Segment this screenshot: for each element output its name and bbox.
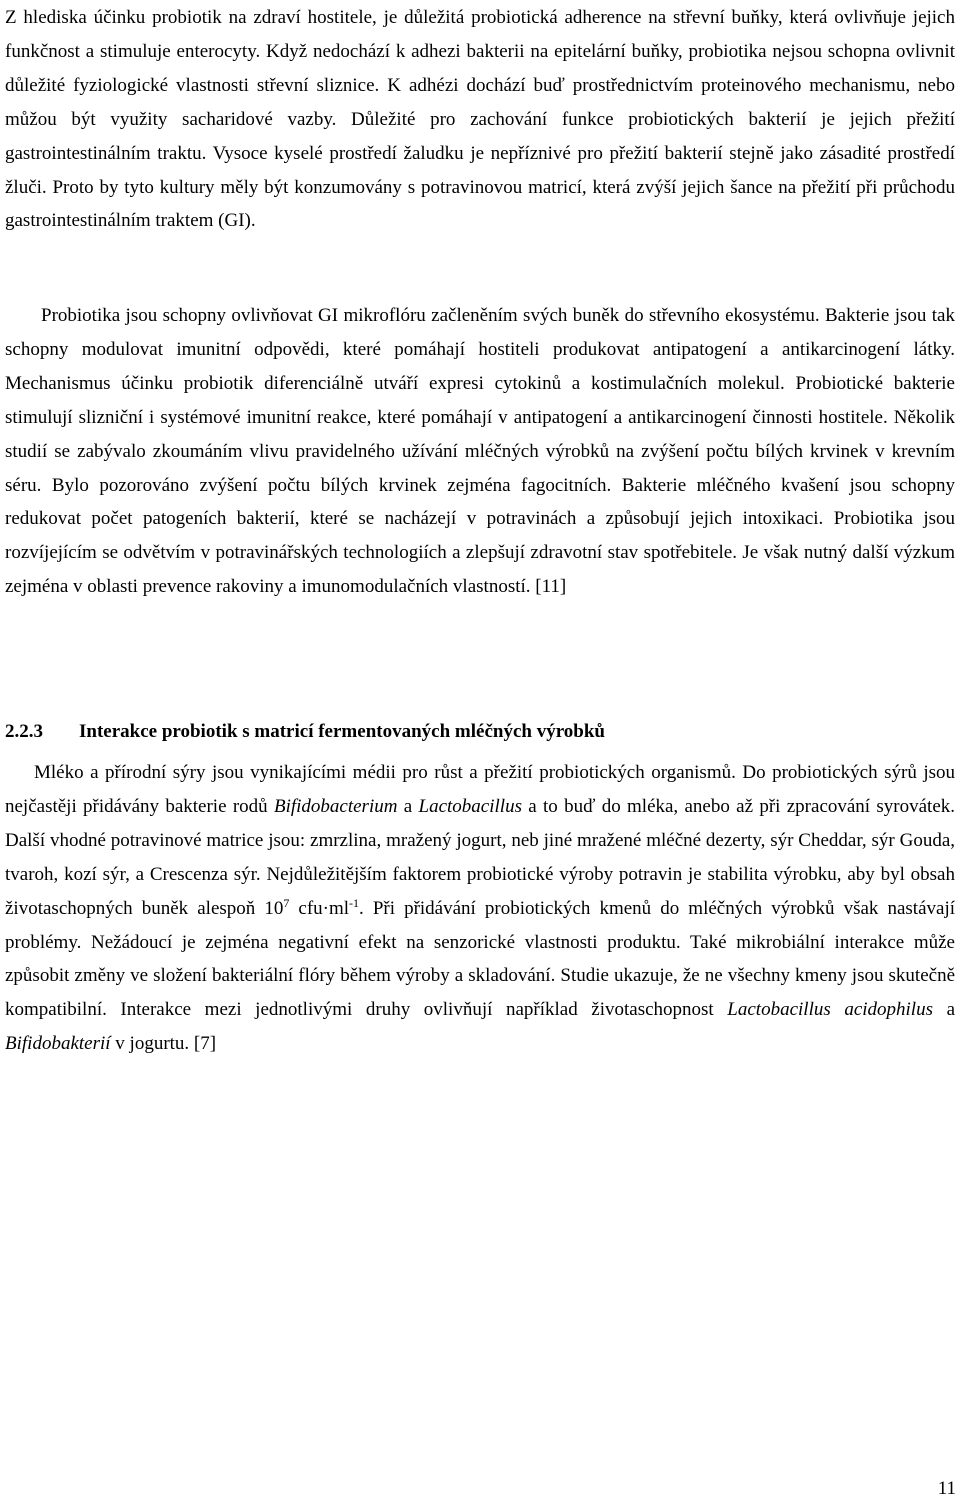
species-lactobacillus-acidophilus: Lactobacillus acidophilus bbox=[727, 999, 933, 1021]
text-run: a bbox=[403, 795, 413, 817]
page-number: 11 bbox=[937, 1478, 956, 1499]
section-number: 2.2.3 bbox=[5, 721, 43, 742]
unit-cfu-ml: cfu·ml bbox=[298, 897, 350, 919]
section-heading bbox=[5, 717, 955, 747]
paragraph-adherence: Z hlediska účinku probiotik na zdraví hostitele, je důležitá probiotická adherence na střevní buňky, která ovlivňuje jejich funkčnost a stimuluje enterocyty. Když nedochází k adhezi bakterii na epitelární buňky, probiotika nejsou schopna ovlivnit důležité fyziologické vlastnosti střevní sliznice. K adhézi dochází buď prostřednictvím proteinového mechanismu, nebo můžou být využity sacharidové vazby. Důležité pro zachování funkce probiotických bakterií je jejich přežití gastrointestinálním traktu. Vysoce kyselé prostředí žaludku je nepříznivé pro přežití bakterií stejně jako zásadité prostředí žluči. Proto by tyto kultury měly být konzumovány s potravinovou matricí, která zvýší jejich šance na přežití při průchodu gastrointestinálním traktem (GI). bbox=[5, 7, 955, 232]
text-run: a to buď do mléka, anebo až při zpracování syrovátek. Další vhodné potravinové matrice jsou: zmrzlina, mražený jogurt, neb jiné mražené mléčné dezerty, sýr Cheddar, sýr Gouda, tvaroh, kozí sýr, a Crescenza sýr. Nejdůležitějším faktorem probiotické výroby potravin je stabilita výrobku, aby byl obsah životaschopných buněk alespoň 10 bbox=[5, 795, 956, 919]
paragraph-immunity: Probiotika jsou schopny ovlivňovat GI mikroflóru začleněním svých buněk do střevního ekosystému. Bakterie jsou tak schopny modulovat imunitní odpovědi, které pomáhají hostiteli produkovat antipatogení a antikarcinogení látky. Mechanismus účinku probiotik diferenciálně utváří expresi cytokinů a kostimulačních molekul. Probiotické bakterie stimulují slizniční i systémové imunitní reakce, které pomáhají v antipatogení a antikarcinogení činnosti hostitele. Několik studií se zabývalo zkoumáním vlivu pravidelného užívání mléčných výrobků na zvýšení počtu bílých krvinek v krevním séru. Bylo pozorováno zvýšení počtu bílých krvinek zejména fagocitních. Bakterie mléčného kvašení jsou schopny redukovat počet patogeních bakterií, které se nacházejí v potravinách a způsobují jejich intoxikaci. Probiotika jsou rozvíjejícím se odvětvím v potravinářských technologiích a zlepšují zdravotní stav spotřebitele. Je však nutný další výzkum zejména v oblasti prevence rakoviny a imunomodulačních vlastností. [11] bbox=[5, 305, 955, 598]
text-run: a bbox=[946, 999, 955, 1021]
species-bifidobakterii: Bifidobakterií bbox=[5, 1033, 111, 1055]
genus-bifidobacterium: Bifidobacterium bbox=[273, 795, 398, 817]
text-run: Mléko a přírodní sýry jsou vynikajícími médii pro růst a přežití probiotických organismů. Do probiotických sýrů jsou nejčastěji přidávány bakterie rodů bbox=[5, 762, 955, 817]
genus-lactobacillus: Lactobacillus bbox=[418, 795, 522, 817]
exponent-minus-one: -1 bbox=[349, 895, 360, 910]
exponent-seven: 7 bbox=[283, 895, 290, 910]
paragraph-matrix bbox=[5, 756, 955, 1061]
section-title: Interakce probiotik s matricí fermentovaných mléčných výrobků bbox=[79, 721, 605, 742]
text-run: v jogurtu. [7] bbox=[115, 1033, 217, 1055]
text-run: . Při přidávání probiotických kmenů do mléčných výrobků však nastávají problémy. Nežádoucí je zejména negativní efekt na senzorické vlastnosti produktu. Také mikrobiální interakce může způsobit změny ve složení bakteriální flóry během výroby a skladování. Studie ukazuje, že ne všechny kmeny jsou skutečně kompatibilní. Interakce mezi jednotlivými druhy ovlivňují například životaschopnost bbox=[5, 897, 956, 1021]
